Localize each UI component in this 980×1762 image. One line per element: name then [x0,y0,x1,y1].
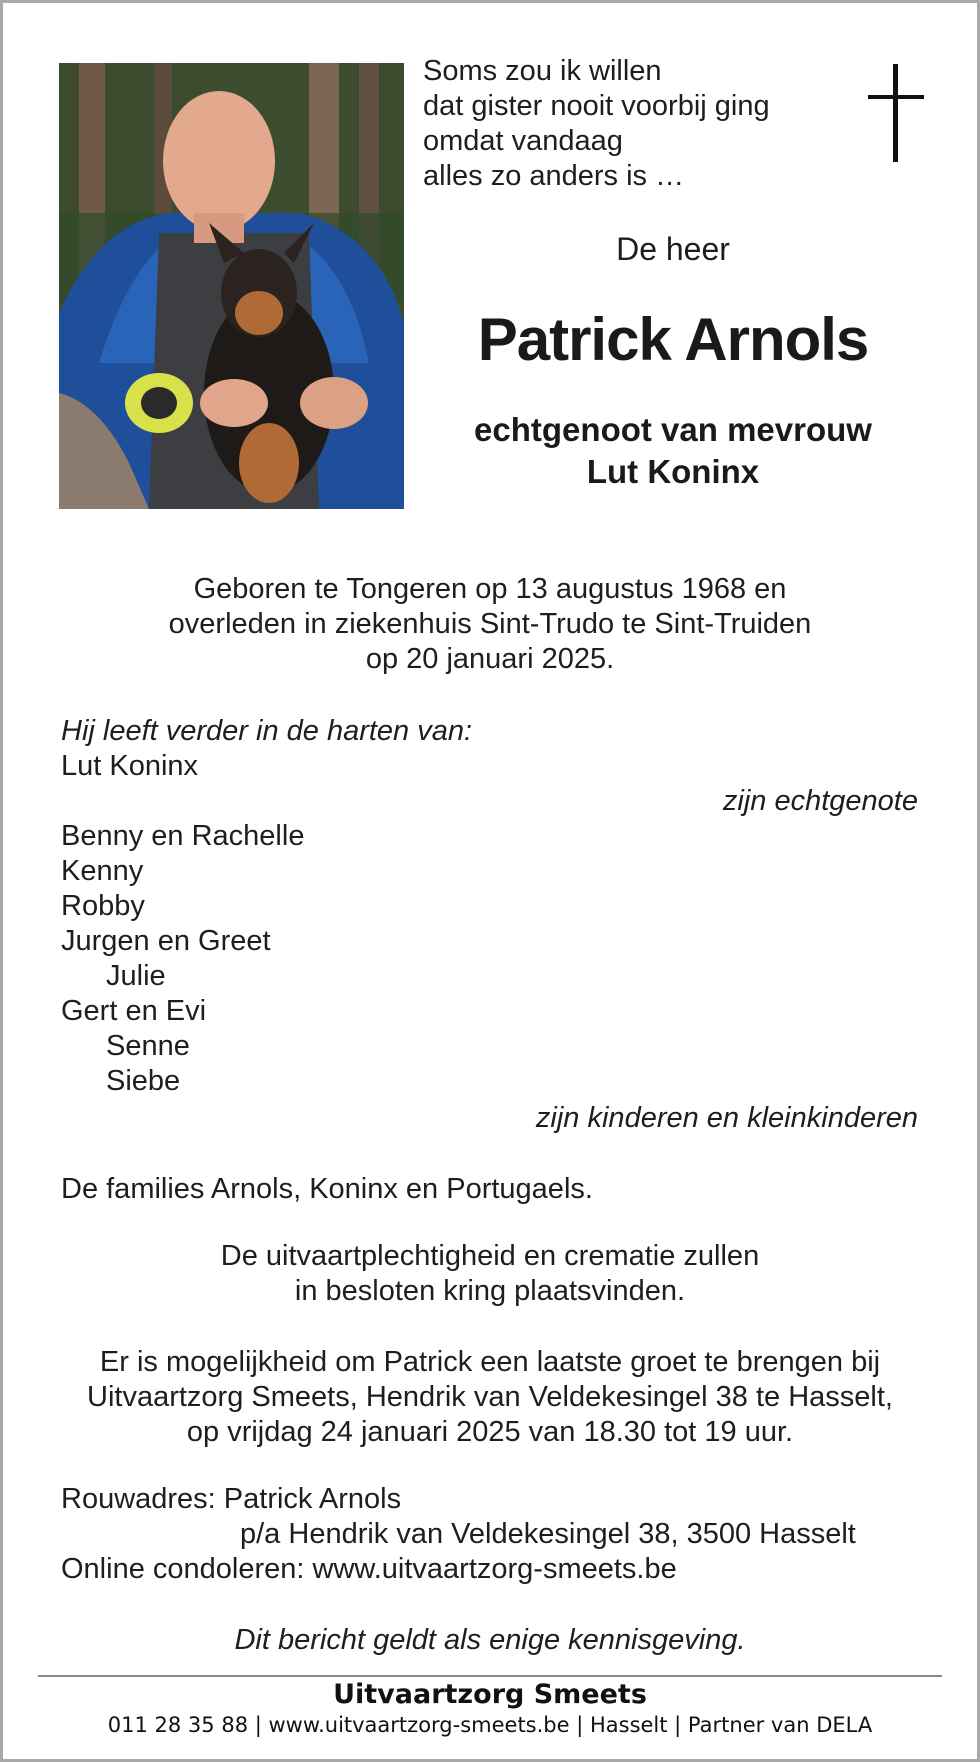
visitation-line: op vrijdag 24 januari 2025 van 18.30 tot 19 uur. [186,1416,794,1448]
family-member: Benny en Rachelle [61,820,305,852]
funeral-home-contact: 011 28 35 88 | www.uitvaartzorg-smeets.be | Hasselt | Partner van DELA [107,1713,873,1737]
salutation: De heer [616,231,730,267]
poem-line: dat gister nooit voorbij ging [423,90,770,122]
funeral-home-name: Uitvaartzorg Smeets [333,1679,647,1710]
spouse-entry: Lut Koninx [61,750,199,782]
spouse-name: Lut Koninx [586,453,760,490]
portrait-illustration [59,63,404,509]
family-member: Robby [61,890,145,922]
mourning-address: Rouwadres: Patrick Arnols [61,1483,402,1515]
notice-line: Dit bericht geldt als enige kennisgeving. [234,1624,746,1656]
grandchild: Julie [106,960,166,992]
visitation-line: Uitvaartzorg Smeets, Hendrik van Veldekesingel 38 te Hasselt, [87,1381,893,1413]
family-role: zijn kinderen en kleinkinderen [535,1102,918,1134]
birth-death-line: Geboren te Tongeren op 13 augustus 1968 en [193,573,787,605]
cross-icon [868,64,924,162]
portrait-photo [59,63,404,509]
birth-death-line: op 20 januari 2025. [365,643,615,675]
deceased-name: Patrick Arnols [477,306,869,373]
poem-line: alles zo anders is … [423,160,685,192]
families-line: De families Arnols, Koninx en Portugaels. [61,1173,593,1205]
online-condolence: Online condoleren: www.uitvaartzorg-smeets.be [61,1553,677,1585]
ceremony-line: in besloten kring plaatsvinden. [294,1275,686,1307]
birth-death-line: overleden in ziekenhuis Sint-Trudo te Sint-Truiden [168,608,812,640]
ceremony-line: De uitvaartplechtigheid en crematie zullen [220,1240,760,1272]
footer-divider [38,1675,942,1677]
family-member: Gert en Evi [61,995,207,1027]
grandchild: Senne [106,1030,190,1062]
poem-line: Soms zou ik willen [423,55,662,87]
survived-by-intro: Hij leeft verder in de harten van: [61,715,473,747]
poem-line: omdat vandaag [423,125,623,157]
poem [423,54,770,194]
visitation-line: Er is mogelijkheid om Patrick een laatste groet te brengen bij [99,1346,881,1378]
spouse-role: zijn echtgenote [722,785,918,817]
grandchild: Siebe [106,1065,181,1097]
family-member: Kenny [61,855,144,887]
family-member: Jurgen en Greet [61,925,271,957]
mourning-address-line2: p/a Hendrik van Veldekesingel 38, 3500 Hasselt [240,1518,856,1550]
spouse-line: echtgenoot van mevrouw [474,411,872,448]
